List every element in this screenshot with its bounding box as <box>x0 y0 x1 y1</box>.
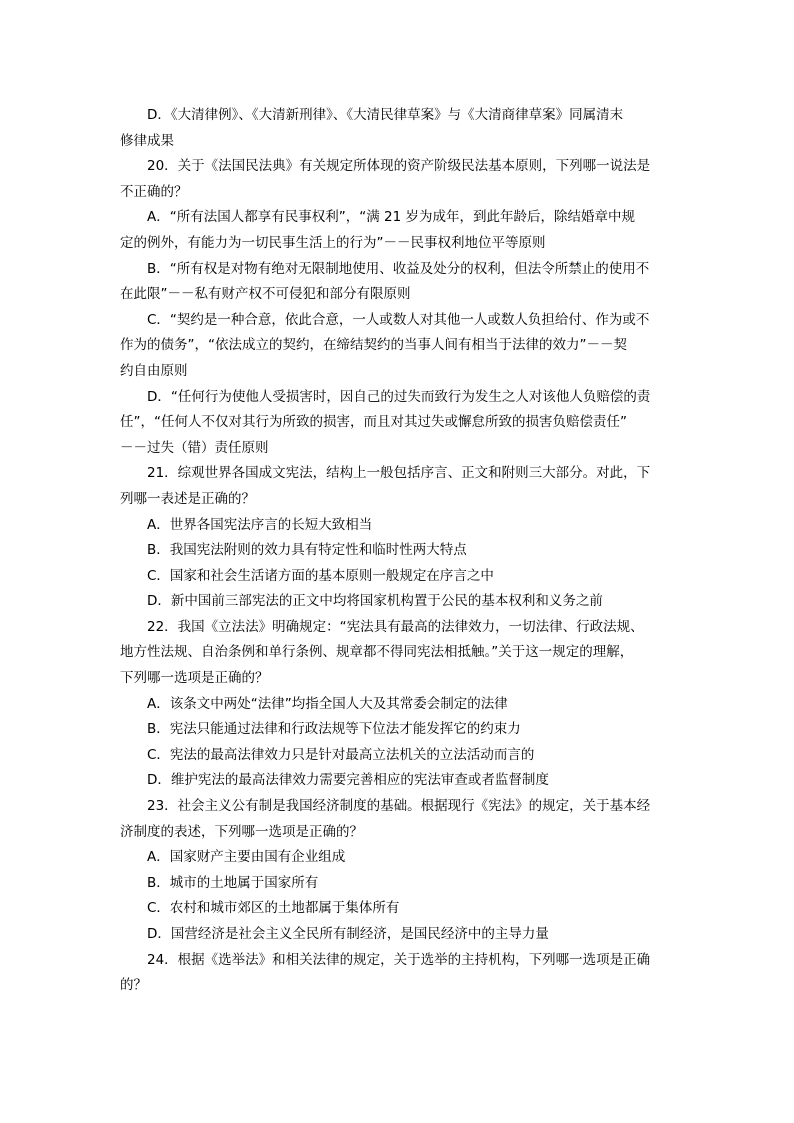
text-line: 任”，“任何人不仅对其行为所致的损害，而且对其过失或懈怠所致的损害负赔偿责任” <box>120 414 627 431</box>
text-line: 修律成果 <box>120 132 174 149</box>
text-line: D．“任何行为使他人受损害时，因自己的过失而致行为发生之人对该他人负赔偿的责 <box>147 388 651 405</box>
text-line: 23．社会主义公有制是我国经济制度的基础。根据现行《宪法》的规定，关于基本经 <box>147 798 651 815</box>
text-line: A．国家财产主要由国有企业组成 <box>147 849 346 866</box>
text-line: C．国家和社会生活诸方面的基本原则一般规定在序言之中 <box>147 567 494 584</box>
text-line: 20．关于《法国民法典》有关规定所体现的资产阶级民法基本原则，下列哪一说法是 <box>147 158 651 175</box>
text-line: 在此限”－－私有财产权不可侵犯和部分有限原则 <box>120 286 411 303</box>
text-line: C．宪法的最高法律效力只是针对最高立法机关的立法活动而言的 <box>147 746 535 763</box>
text-line: 下列哪一选项是正确的？ <box>120 670 269 687</box>
text-line: B．我国宪法附则的效力具有特定性和临时性两大特点 <box>147 542 467 559</box>
text-line: C．农村和城市郊区的土地都属于集体所有 <box>147 900 400 917</box>
text-line: 定的例外，有能力为一切民事生活上的行为”－－民事权利地位平等原则 <box>120 234 546 251</box>
text-line: 作为的债务”，“依法成立的契约，在缔结契约的当事人间有相当于法律的效力”－－契 <box>120 337 627 354</box>
text-line: 的？ <box>120 977 147 994</box>
text-line: C．“契约是一种合意，依此合意，一人或数人对其他一人或数人负担给付、作为或不 <box>147 311 650 328</box>
text-line: 21．综观世界各国成文宪法，结构上一般包括序言、正文和附则三大部分。对此，下 <box>147 465 651 482</box>
text-line: D．维护宪法的最高法律效力需要完善相应的宪法审查或者监督制度 <box>147 772 549 789</box>
text-line: D．新中国前三部宪法的正文中均将国家机构置于公民的基本权利和义务之前 <box>147 593 603 610</box>
text-line: 22．我国《立法法》明确规定：“宪法具有最高的法律效力，一切法律、行政法规、 <box>147 618 644 635</box>
text-line: A．世界各国宪法序言的长短大致相当 <box>147 516 373 533</box>
text-line: 济制度的表述，下列哪一选项是正确的？ <box>120 823 363 840</box>
text-line: 不正确的？ <box>120 183 188 200</box>
text-line: 约自由原则 <box>120 362 188 379</box>
text-line: B．宪法只能通过法律和行政法规等下位法才能发挥它的约束力 <box>147 721 521 738</box>
text-line: D．《大清律例》、《大清新刑律》、《大清民律草案》与《大清商律草案》同属清末 <box>147 107 624 123</box>
text-line: D．国营经济是社会主义全民所有制经济，是国民经济中的主导力量 <box>147 926 549 942</box>
text-line: 地方性法规、自治条例和单行条例、规章都不得同宪法相抵触。”关于这一规定的理解， <box>120 644 634 661</box>
text-line: A．“所有法国人都享有民事权利”，“满 21 岁为成年，到此年龄后，除结婚章中规 <box>147 209 635 226</box>
text-line: 列哪一表述是正确的？ <box>120 490 255 507</box>
text-line: －－过失（错）责任原则 <box>120 439 269 456</box>
text-line: 24．根据《选举法》和相关法律的规定，关于选举的主持机构，下列哪一选项是正确 <box>147 951 651 968</box>
document-body <box>120 103 672 999</box>
text-line: A．该条文中两处“法律”均指全国人大及其常委会制定的法律 <box>147 695 508 712</box>
text-line: B．城市的土地属于国家所有 <box>147 874 319 891</box>
text-line: B．“所有权是对物有绝对无限制地使用、收益及处分的权利，但法令所禁止的使用不 <box>147 260 650 277</box>
